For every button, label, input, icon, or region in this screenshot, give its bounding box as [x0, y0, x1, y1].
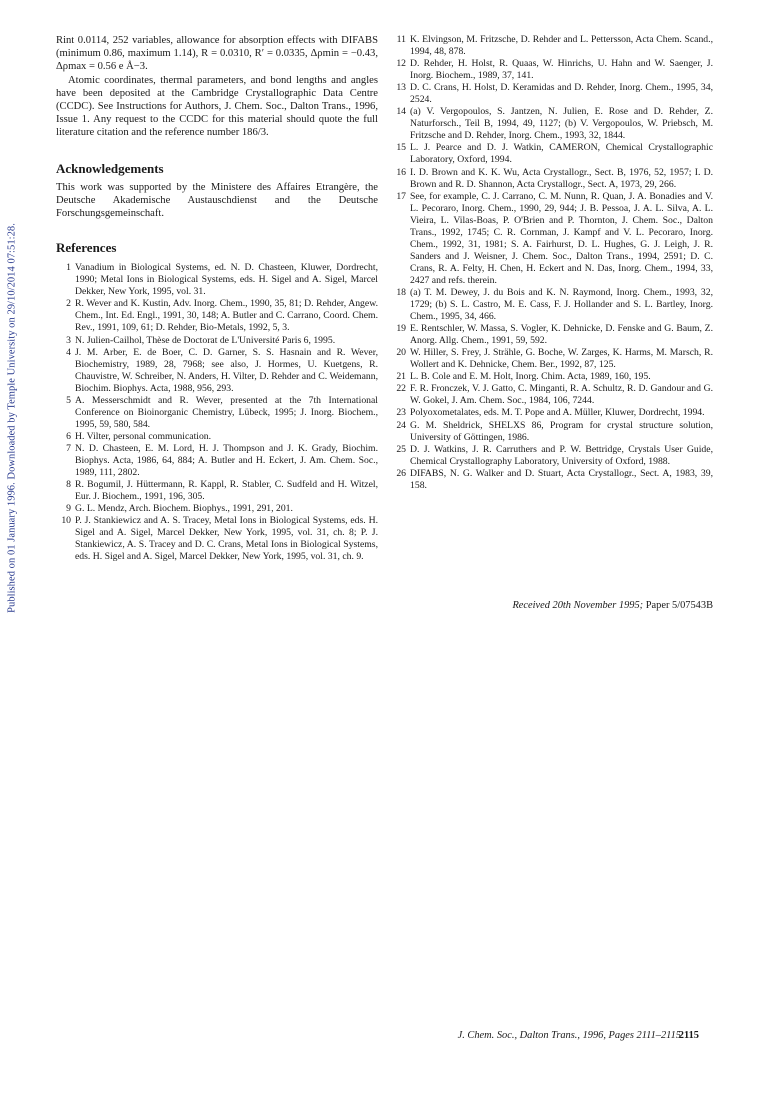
reference-number: 19 — [396, 323, 406, 335]
right-column — [391, 34, 713, 492]
reference-item — [56, 347, 378, 395]
reference-item — [391, 371, 713, 383]
reference-text: E. Rentschler, W. Massa, S. Vogler, K. Dehnicke, D. Fenske and G. Baum, Z. Anorg. Allg. Chem., 1991, 59, 592. — [410, 323, 713, 347]
reference-item — [391, 287, 713, 323]
reference-text: J. M. Arber, E. de Boer, C. D. Garner, S. S. Hasnain and R. Wever, Biochemistry, 1989, 28, 7968; see also, J. Hormes, U. Kuetgens, R. Chauvistre, W. Schreiber, N. Anders, H. Vilter, D. Rehder and C. Weidemann, Biochim. Biophys. Acta, 1988, 956, 293. — [75, 346, 378, 394]
reference-item — [391, 468, 713, 492]
reference-item — [56, 431, 378, 443]
acknowledgements-text: This work was supported by the Ministere des Affaires Etrangère, the Deutsche Akademische Austauschdienst and the Deutsche Forschungsgemeinschaft. — [56, 181, 378, 220]
journal-citation: J. Chem. Soc., Dalton Trans., 1996, Pages 2111–2115 — [457, 1030, 681, 1041]
reference-item — [391, 420, 713, 444]
received-date: Received 20th November 1995; — [512, 600, 644, 611]
reference-item — [391, 323, 713, 347]
reference-item — [56, 479, 378, 503]
reference-item — [56, 335, 378, 347]
reference-text: W. Hiller, S. Frey, J. Strähle, G. Boche, W. Zarges, K. Harms, M. Marsch, R. Wollert and K. Dehnicke, Chem. Ber., 1992, 87, 125. — [410, 347, 713, 371]
reference-number: 12 — [396, 58, 406, 70]
received-line — [391, 600, 713, 611]
reference-text: Polyoxometalates, eds. M. T. Pope and A. Müller, Kluwer, Dordrecht, 1994. — [410, 407, 705, 419]
page-number: 2115 — [678, 1030, 699, 1041]
reference-number: 18 — [396, 286, 406, 298]
reference-text: Vanadium in Biological Systems, ed. N. D. Chasteen, Kluwer, Dordrecht, 1990; Metal Ions in Biological Systems, eds. H. Sigel and A. Sigel, Marcel Dekker, New York, 1995, vol. 31. — [75, 262, 378, 298]
reference-text: K. Elvingson, M. Fritzsche, D. Rehder and L. Pettersson, Acta Chem. Scand., 1994, 48, 878. — [410, 34, 713, 58]
reference-item — [391, 82, 713, 106]
reference-number: 14 — [396, 106, 406, 118]
reference-number: 22 — [396, 383, 406, 395]
reference-text: G. L. Mendz, Arch. Biochem. Biophys., 1991, 291, 201. — [75, 503, 293, 515]
reference-text: G. M. Sheldrick, SHELXS 86, Program for crystal structure solution, University of Göttingen, 1986. — [410, 419, 713, 443]
reference-number: 26 — [396, 467, 406, 479]
reference-text: N. Julien-Cailhol, Thèse de Doctorat de L'Université Paris 6, 1995. — [75, 334, 336, 346]
reference-text: H. Vilter, personal communication. — [75, 430, 212, 442]
reference-item — [56, 503, 378, 515]
reference-number: 8 — [66, 479, 71, 491]
reference-number: 9 — [66, 503, 71, 515]
reference-text: A. Messerschmidt and R. Wever, presented at the 7th International Conference on Bioinorganic Chemistry, Lübeck, 1995; J. Inorg. Biochem., 1995, 59, 580, 584. — [75, 394, 378, 430]
reference-number: 3 — [66, 334, 71, 346]
reference-item — [391, 347, 713, 371]
reference-text: N. D. Chasteen, E. M. Lord, H. J. Thompson and J. K. Grady, Biochim. Biophys. Acta, 1986, 64, 884; A. Butler and H. Eckert, J. Am. Chem. Soc., 1989, 111, 2802. — [75, 442, 378, 479]
reference-number: 16 — [396, 166, 406, 178]
reference-number: 20 — [396, 347, 406, 359]
reference-number: 17 — [396, 190, 406, 202]
references-list-left — [56, 262, 378, 563]
reference-text: L. B. Cole and E. M. Holt, Inorg. Chim. Acta, 1989, 160, 195. — [410, 371, 651, 383]
reference-number: 10 — [61, 515, 71, 527]
reference-text: R. Wever and K. Kustin, Adv. Inorg. Chem., 1990, 35, 81; D. Rehder, Angew. Chem., Int. Ed. Engl., 1991, 30, 148; A. Butler and C. Carrano, Coord. Chem. Rev., 1991, 109, 61; D. Rehder, Bio-Metals, 1992, 5, 3. — [75, 298, 378, 334]
reference-item — [56, 298, 378, 334]
reference-number: 2 — [66, 298, 71, 310]
reference-text: P. J. Stankiewicz and A. S. Tracey, Metal Ions in Biological Systems, eds. H. Sigel and A. Sigel, Marcel Dekker, New York, 1995, vol. 31, ch. 8; P. J. Stankiewicz, A. S. Tracey and D. C. Crans, Metal Ions in Biological Systems, eds. H. Sigel and A. Sigel, Marcel Dekker, New York, 1995, vol. 31, ch. 9. — [75, 515, 378, 563]
reference-number: 4 — [66, 346, 71, 358]
download-watermark-text: Published on 01 January 1996. Downloaded by Temple University on 29/10/2014 07:51:28. — [6, 223, 18, 613]
reference-text: R. Bogumil, J. Hüttermann, R. Kappl, R. Stabler, C. Sudfeld and H. Witzel, Eur. J. Biochem., 1991, 196, 305. — [75, 479, 378, 503]
reference-item — [391, 34, 713, 58]
left-column — [56, 34, 378, 563]
reference-item — [391, 58, 713, 82]
reference-number: 15 — [396, 142, 406, 154]
reference-item — [56, 395, 378, 431]
reference-item — [391, 407, 713, 419]
reference-item — [391, 142, 713, 166]
reference-item — [391, 191, 713, 287]
reference-item — [56, 443, 378, 479]
reference-text: I. D. Brown and K. K. Wu, Acta Crystallogr., Sect. B, 1976, 52, 1957; I. D. Brown and R. D. Shannon, Acta Crystallogr., Sect. A, 1973, 29, 266. — [410, 166, 713, 190]
reference-text: (a) V. Vergopoulos, S. Jantzen, N. Julien, E. Rose and D. Rehder, Z. Naturforsch., Teil B, 1994, 49, 1127; (b) V. Vergopoulos, W. Priebsch, M. Fritzsche and D. Rehder, Inorg. Chem., 1993, 32, 1844. — [410, 106, 713, 142]
reference-number: 21 — [396, 371, 406, 383]
reference-item — [56, 262, 378, 298]
reference-number: 25 — [396, 443, 406, 455]
deposition-paragraph: Atomic coordinates, thermal parameters, and bond lengths and angles have been deposited at the Cambridge Crystallographic Data Centre (CCDC). See Instructions for Authors, J. Chem. Soc., Dalton Trans., 1996, Issue 1. Any request to the CCDC for this material should quote the full literature citation and the reference number 186/3. — [56, 74, 378, 139]
reference-text: (a) T. M. Dewey, J. du Bois and K. N. Raymond, Inorg. Chem., 1993, 32, 1729; (b) S. L. Castro, M. E. Cass, F. J. Hollander and S. L. Bartley, Inorg. Chem., 1995, 34, 466. — [410, 286, 713, 323]
reference-number: 7 — [66, 442, 71, 454]
references-list-right — [391, 34, 713, 492]
reference-number: 6 — [66, 430, 71, 442]
refinement-paragraph: Rint 0.0114, 252 variables, allowance for absorption effects with DIFABS (minimum 0.86, maximum 1.14), R = 0.0310, R′ = 0.0335, Δρmin = −0.43, Δρmax = 0.56 e Å−3. — [56, 35, 378, 73]
reference-item — [391, 383, 713, 407]
reference-text: L. J. Pearce and D. J. Watkin, CAMERON, Chemical Crystallographic Laboratory, Oxford, 1994. — [410, 142, 713, 166]
reference-item — [56, 515, 378, 563]
reference-number: 1 — [66, 262, 71, 274]
paper-number: Paper 5/07543B — [645, 600, 713, 611]
reference-number: 11 — [396, 34, 406, 45]
reference-number: 5 — [66, 394, 71, 406]
reference-number: 13 — [396, 82, 406, 94]
acknowledgements-heading: Acknowledgements — [56, 160, 164, 176]
reference-item — [391, 106, 713, 142]
reference-item — [391, 444, 713, 468]
reference-number: 23 — [396, 407, 406, 419]
reference-number: 24 — [396, 419, 406, 431]
reference-text: D. C. Crans, H. Holst, D. Keramidas and D. Rehder, Inorg. Chem., 1995, 34, 2524. — [410, 82, 713, 106]
reference-text: D. Rehder, H. Holst, R. Quaas, W. Hinrichs, U. Hahn and W. Saenger, J. Inorg. Biochem., 1989, 37, 141. — [410, 58, 713, 82]
reference-text: DIFABS, N. G. Walker and D. Stuart, Acta Crystallogr., Sect. A, 1983, 39, 158. — [410, 467, 713, 491]
reference-item — [391, 167, 713, 191]
download-watermark — [0, 0, 24, 1104]
reference-text: See, for example, C. J. Carrano, C. M. Nunn, R. Quan, J. A. Bonadies and V. L. Pecoraro, Inorg. Chem., 1990, 29, 944; J. B. Pessoa, J. A. L. Silva, A. L. Vieira, L. Vilas-Boas, P. O'Brien and P. Thornton, J. Chem. Soc., Dalton Trans., 1992, 1745; C. R. Cornman, J. Kampf and V. L. Pecoraro, Inorg. Chem., 1992, 31, 1981; S. A. Fairhurst, D. L. Hughes, G. J. Leigh, J. R. Sanders and J. Weisner, J. Chem. Soc., Dalton Trans., 1994, 2591; D. C. Crans, R. A. Felty, H. Chen, H. Eckert and N. Das, Inorg. Chem., 1994, 33, 2427 and refs. therein. — [410, 190, 713, 286]
reference-text: F. R. Fronczek, V. J. Gatto, C. Minganti, R. A. Schultz, R. D. Gandour and G. W. Gokel, J. Am. Chem. Soc., 1984, 106, 7244. — [410, 383, 713, 407]
reference-text: D. J. Watkins, J. R. Carruthers and P. W. Bettridge, Crystals User Guide, Chemical Crystallography Laboratory, University of Oxford, 1988. — [410, 443, 713, 467]
references-heading: References — [56, 240, 117, 256]
